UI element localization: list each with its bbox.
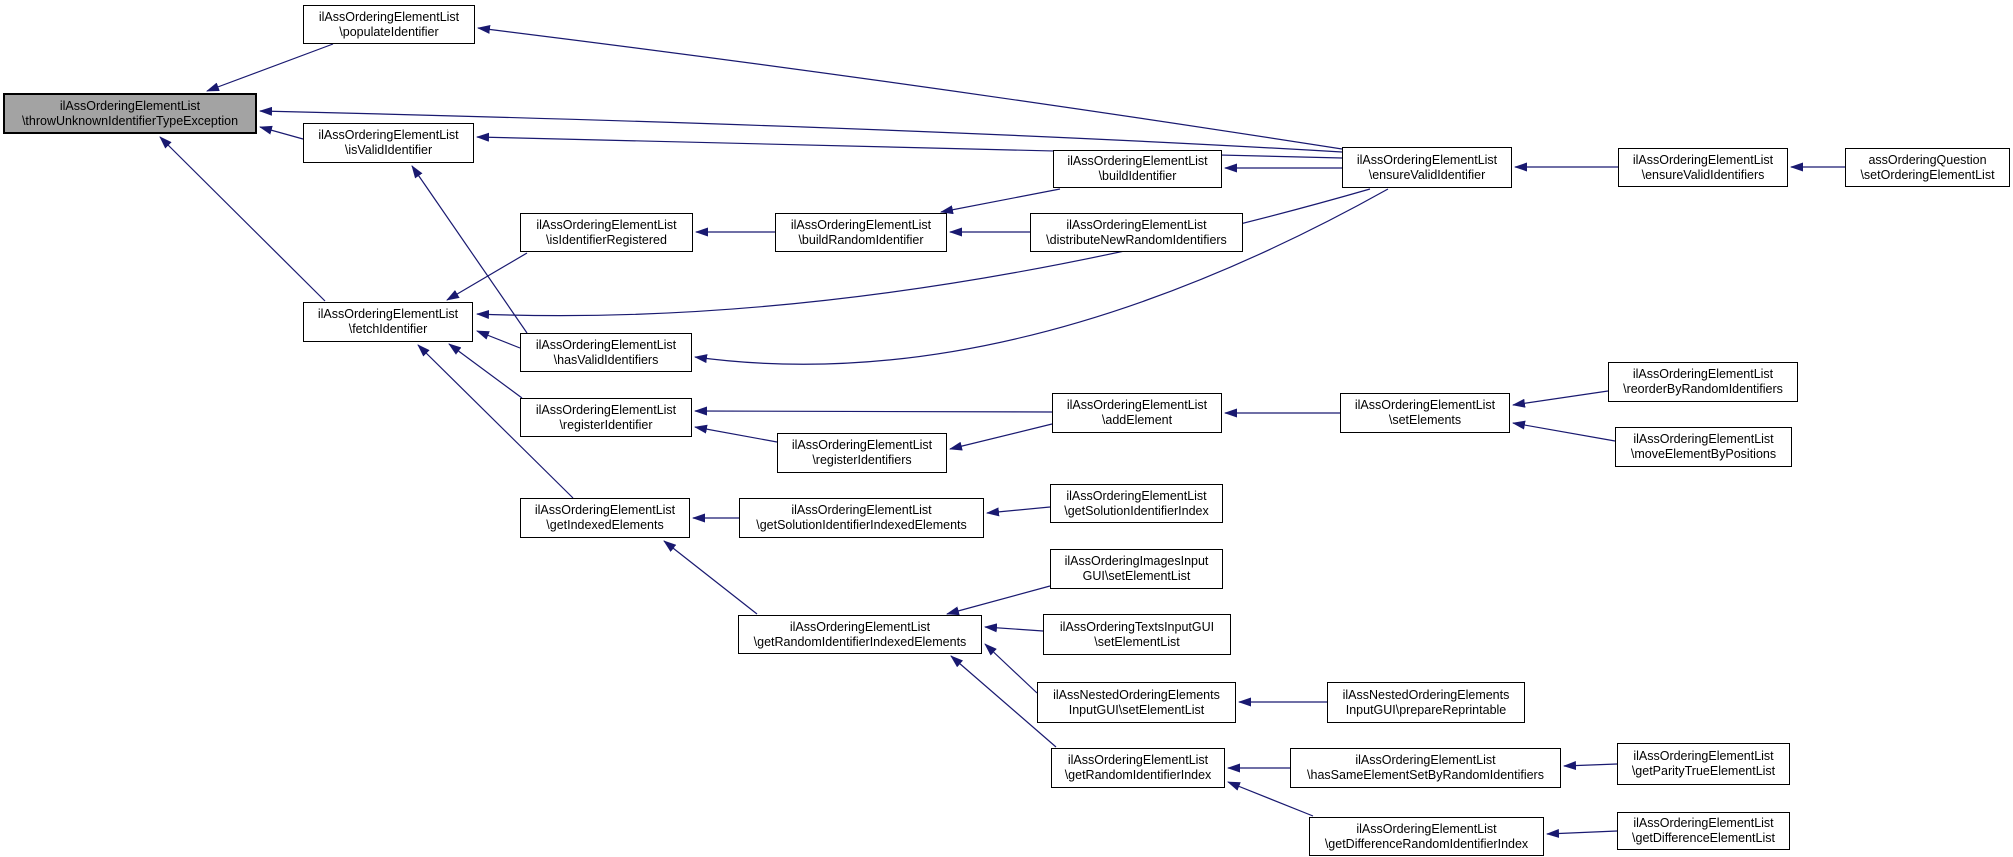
node-getParityTrueElementList[interactable] xyxy=(1617,743,1790,785)
node-getDifferenceRandomIdentifierIndex[interactable] xyxy=(1309,817,1544,856)
node-label-line: ilAssOrderingElementList xyxy=(1356,152,1498,167)
node-imagesSetElementList[interactable] xyxy=(1050,549,1223,589)
node-label-line: \getSolutionIdentifierIndexedElements xyxy=(756,518,967,532)
node-fetchIdentifier[interactable] xyxy=(303,302,473,342)
node-label-line: ilAssNestedOrderingElements xyxy=(1342,687,1510,702)
node-throwUnknownIdentifierTypeException[interactable] xyxy=(3,93,257,134)
node-label-line: ilAssOrderingElementList xyxy=(1633,432,1774,446)
node-label-line: ilAssOrderingElementList xyxy=(1354,398,1496,412)
edge-imagesSetElementList-getRandomIdentifierIndexedElements xyxy=(947,586,1050,614)
node-label-line: \moveElementByPositions xyxy=(1630,447,1777,461)
edge-isValidIdentifier-throwUnknownIdentifierTypeException xyxy=(260,127,303,139)
node-getSolutionIdentifierIndexedElements[interactable] xyxy=(739,498,984,538)
node-label-line: \distributeNewRandomIdentifiers xyxy=(1046,232,1227,247)
node-label-line: ilAssOrderingElementList xyxy=(536,217,677,232)
node-hasValidIdentifiers[interactable] xyxy=(520,333,692,372)
node-prepareReprintable[interactable] xyxy=(1327,682,1525,723)
node-label-line: \registerIdentifiers xyxy=(812,453,912,467)
node-label-line: \getRandomIdentifierIndexedElements xyxy=(753,634,967,649)
node-label-line: ilAssOrderingElementList xyxy=(791,503,932,517)
node-getRandomIdentifierIndexedElements[interactable] xyxy=(738,615,982,654)
node-registerIdentifier[interactable] xyxy=(520,398,692,437)
node-label-line: ilAssOrderingElementList xyxy=(1355,753,1496,767)
node-label-line: \registerIdentifier xyxy=(559,417,653,432)
node-label-line: \hasSameElementSetByRandomIdentifiers xyxy=(1307,768,1544,782)
node-label-line: \throwUnknownIdentifierTypeException xyxy=(21,113,239,128)
node-label-line: ilAssOrderingTextsInputGUI xyxy=(1059,619,1215,634)
node-hasSameElementSetByRandomIdentifiers[interactable] xyxy=(1290,748,1561,788)
node-textsSetElementList[interactable] xyxy=(1043,614,1231,655)
node-setElements[interactable] xyxy=(1340,393,1510,433)
edge-moveElementByPositions-setElements xyxy=(1513,423,1615,441)
node-reorderByRandomIdentifiers[interactable] xyxy=(1608,362,1798,402)
node-getIndexedElements[interactable] xyxy=(520,498,690,538)
node-label-line: \reorderByRandomIdentifiers xyxy=(1623,382,1783,396)
edge-ensureValidIdentifier-fetchIdentifier xyxy=(477,189,1370,316)
node-label-line: ilAssOrderingImagesInput xyxy=(1064,554,1209,568)
node-setOrderingElementList[interactable] xyxy=(1845,148,2010,187)
node-populateIdentifier[interactable] xyxy=(303,5,475,44)
node-label-line: ilAssOrderingElementList xyxy=(535,337,677,352)
node-label-line: \addElement xyxy=(1101,413,1173,427)
node-label-line: ilAssOrderingElementList xyxy=(1066,488,1207,503)
edge-populateIdentifier-throwUnknownIdentifierTypeException xyxy=(207,44,333,91)
node-moveElementByPositions[interactable] xyxy=(1615,427,1792,467)
node-buildIdentifier[interactable] xyxy=(1053,150,1222,188)
node-label-line: \isValidIdentifier xyxy=(344,143,433,157)
edge-addElement-registerIdentifiers xyxy=(950,424,1052,449)
node-buildRandomIdentifier[interactable] xyxy=(775,213,947,252)
node-label-line: \getRandomIdentifierIndex xyxy=(1064,768,1212,782)
node-label-line: \getSolutionIdentifierIndex xyxy=(1064,503,1209,518)
node-label-line: ilAssOrderingElementList xyxy=(1067,753,1209,767)
node-label-line: ilAssNestedOrderingElements xyxy=(1053,687,1220,702)
node-label-line: \ensureValidIdentifiers xyxy=(1641,167,1765,182)
node-label-line: ilAssOrderingElementList xyxy=(1632,367,1774,381)
node-label-line: ilAssOrderingElementList xyxy=(318,128,459,142)
node-label-line: ilAssOrderingElementList xyxy=(1066,398,1208,412)
node-getDifferenceElementList[interactable] xyxy=(1617,812,1790,850)
node-label-line: \ensureValidIdentifier xyxy=(1368,167,1486,182)
node-isIdentifierRegistered[interactable] xyxy=(520,213,693,252)
node-label-line: \buildIdentifier xyxy=(1098,169,1177,183)
node-label-line: ilAssOrderingElementList xyxy=(535,402,677,417)
edge-getDifferenceElementList-getDifferenceRandomIdentifierIndex xyxy=(1547,831,1617,834)
edge-textsSetElementList-getRandomIdentifierIndexedElements xyxy=(985,627,1043,631)
edge-registerIdentifiers-registerIdentifier xyxy=(695,427,777,442)
node-ensureValidIdentifiers[interactable] xyxy=(1618,148,1788,187)
node-label-line: ilAssOrderingElementList xyxy=(1066,217,1207,232)
node-label-line: ilAssOrderingElementList xyxy=(318,9,460,24)
node-label-line: \populateIdentifier xyxy=(339,24,439,39)
edge-registerIdentifier-fetchIdentifier xyxy=(449,344,522,398)
node-label-line: \getParityTrueElementList xyxy=(1631,764,1776,778)
node-addElement[interactable] xyxy=(1052,393,1222,433)
node-label-line: ilAssOrderingElementList xyxy=(790,217,932,232)
node-label-line: \setElementList xyxy=(1094,634,1180,649)
node-nestedSetElementList[interactable] xyxy=(1037,682,1236,723)
node-label-line: \fetchIdentifier xyxy=(348,322,428,336)
node-label-line: \getDifferenceElementList xyxy=(1632,831,1775,845)
node-label-line: \hasValidIdentifiers xyxy=(553,352,659,367)
node-label-line: ilAssOrderingElementList xyxy=(1633,816,1774,830)
node-label-line: \getDifferenceRandomIdentifierIndex xyxy=(1324,836,1529,851)
edge-fetchIdentifier-throwUnknownIdentifierTypeException xyxy=(160,137,325,301)
node-label-line: ilAssOrderingElementList xyxy=(1067,154,1208,168)
edge-getSolutionIdentifierIndex-getSolutionIdentifierIndexedElements xyxy=(987,507,1050,513)
edge-getRandomIdentifierIndexedElements-getIndexedElements xyxy=(664,541,757,614)
edge-nestedSetElementList-getRandomIdentifierIndexedElements xyxy=(985,644,1037,693)
node-distributeNewRandomIdentifiers[interactable] xyxy=(1030,213,1243,252)
node-label-line: \isIdentifierRegistered xyxy=(546,232,667,247)
node-label-line: InputGUI\setElementList xyxy=(1068,702,1205,717)
node-label-line: \setElements xyxy=(1388,413,1462,427)
node-ensureValidIdentifier[interactable] xyxy=(1342,147,1512,188)
node-label-line: \getIndexedElements xyxy=(546,518,664,532)
edge-addElement-registerIdentifier xyxy=(695,411,1052,412)
node-label-line: \setOrderingElementList xyxy=(1860,167,1995,182)
edge-reorderByRandomIdentifiers-setElements xyxy=(1513,391,1608,405)
edge-getParityTrueElementList-hasSameElementSetByRandomIdentifiers xyxy=(1564,764,1617,766)
node-label-line: ilAssOrderingElementList xyxy=(534,503,676,517)
node-label-line: ilAssOrderingElementList xyxy=(789,619,931,634)
edge-isIdentifierRegistered-fetchIdentifier xyxy=(447,253,527,300)
node-label-line: InputGUI\prepareReprintable xyxy=(1345,702,1507,717)
node-label-line: ilAssOrderingElementList xyxy=(1633,749,1774,763)
node-registerIdentifiers[interactable] xyxy=(777,433,947,473)
node-label-line: GUI\setElementList xyxy=(1082,569,1191,583)
edge-hasValidIdentifiers-fetchIdentifier xyxy=(477,331,520,348)
node-label-line: \buildRandomIdentifier xyxy=(798,232,924,247)
node-label-line: ilAssOrderingElementList xyxy=(317,307,459,321)
node-isValidIdentifier[interactable] xyxy=(303,123,474,163)
node-label-line: assOrderingQuestion xyxy=(1868,152,1987,167)
node-label-line: ilAssOrderingElementList xyxy=(1632,152,1774,167)
node-label-line: ilAssOrderingElementList xyxy=(791,438,933,452)
edge-buildIdentifier-buildRandomIdentifier xyxy=(941,189,1060,212)
node-getSolutionIdentifierIndex[interactable] xyxy=(1050,484,1223,523)
node-getRandomIdentifierIndex[interactable] xyxy=(1051,748,1225,788)
node-label-line: ilAssOrderingElementList xyxy=(1356,821,1497,836)
node-label-line: ilAssOrderingElementList xyxy=(59,98,201,113)
